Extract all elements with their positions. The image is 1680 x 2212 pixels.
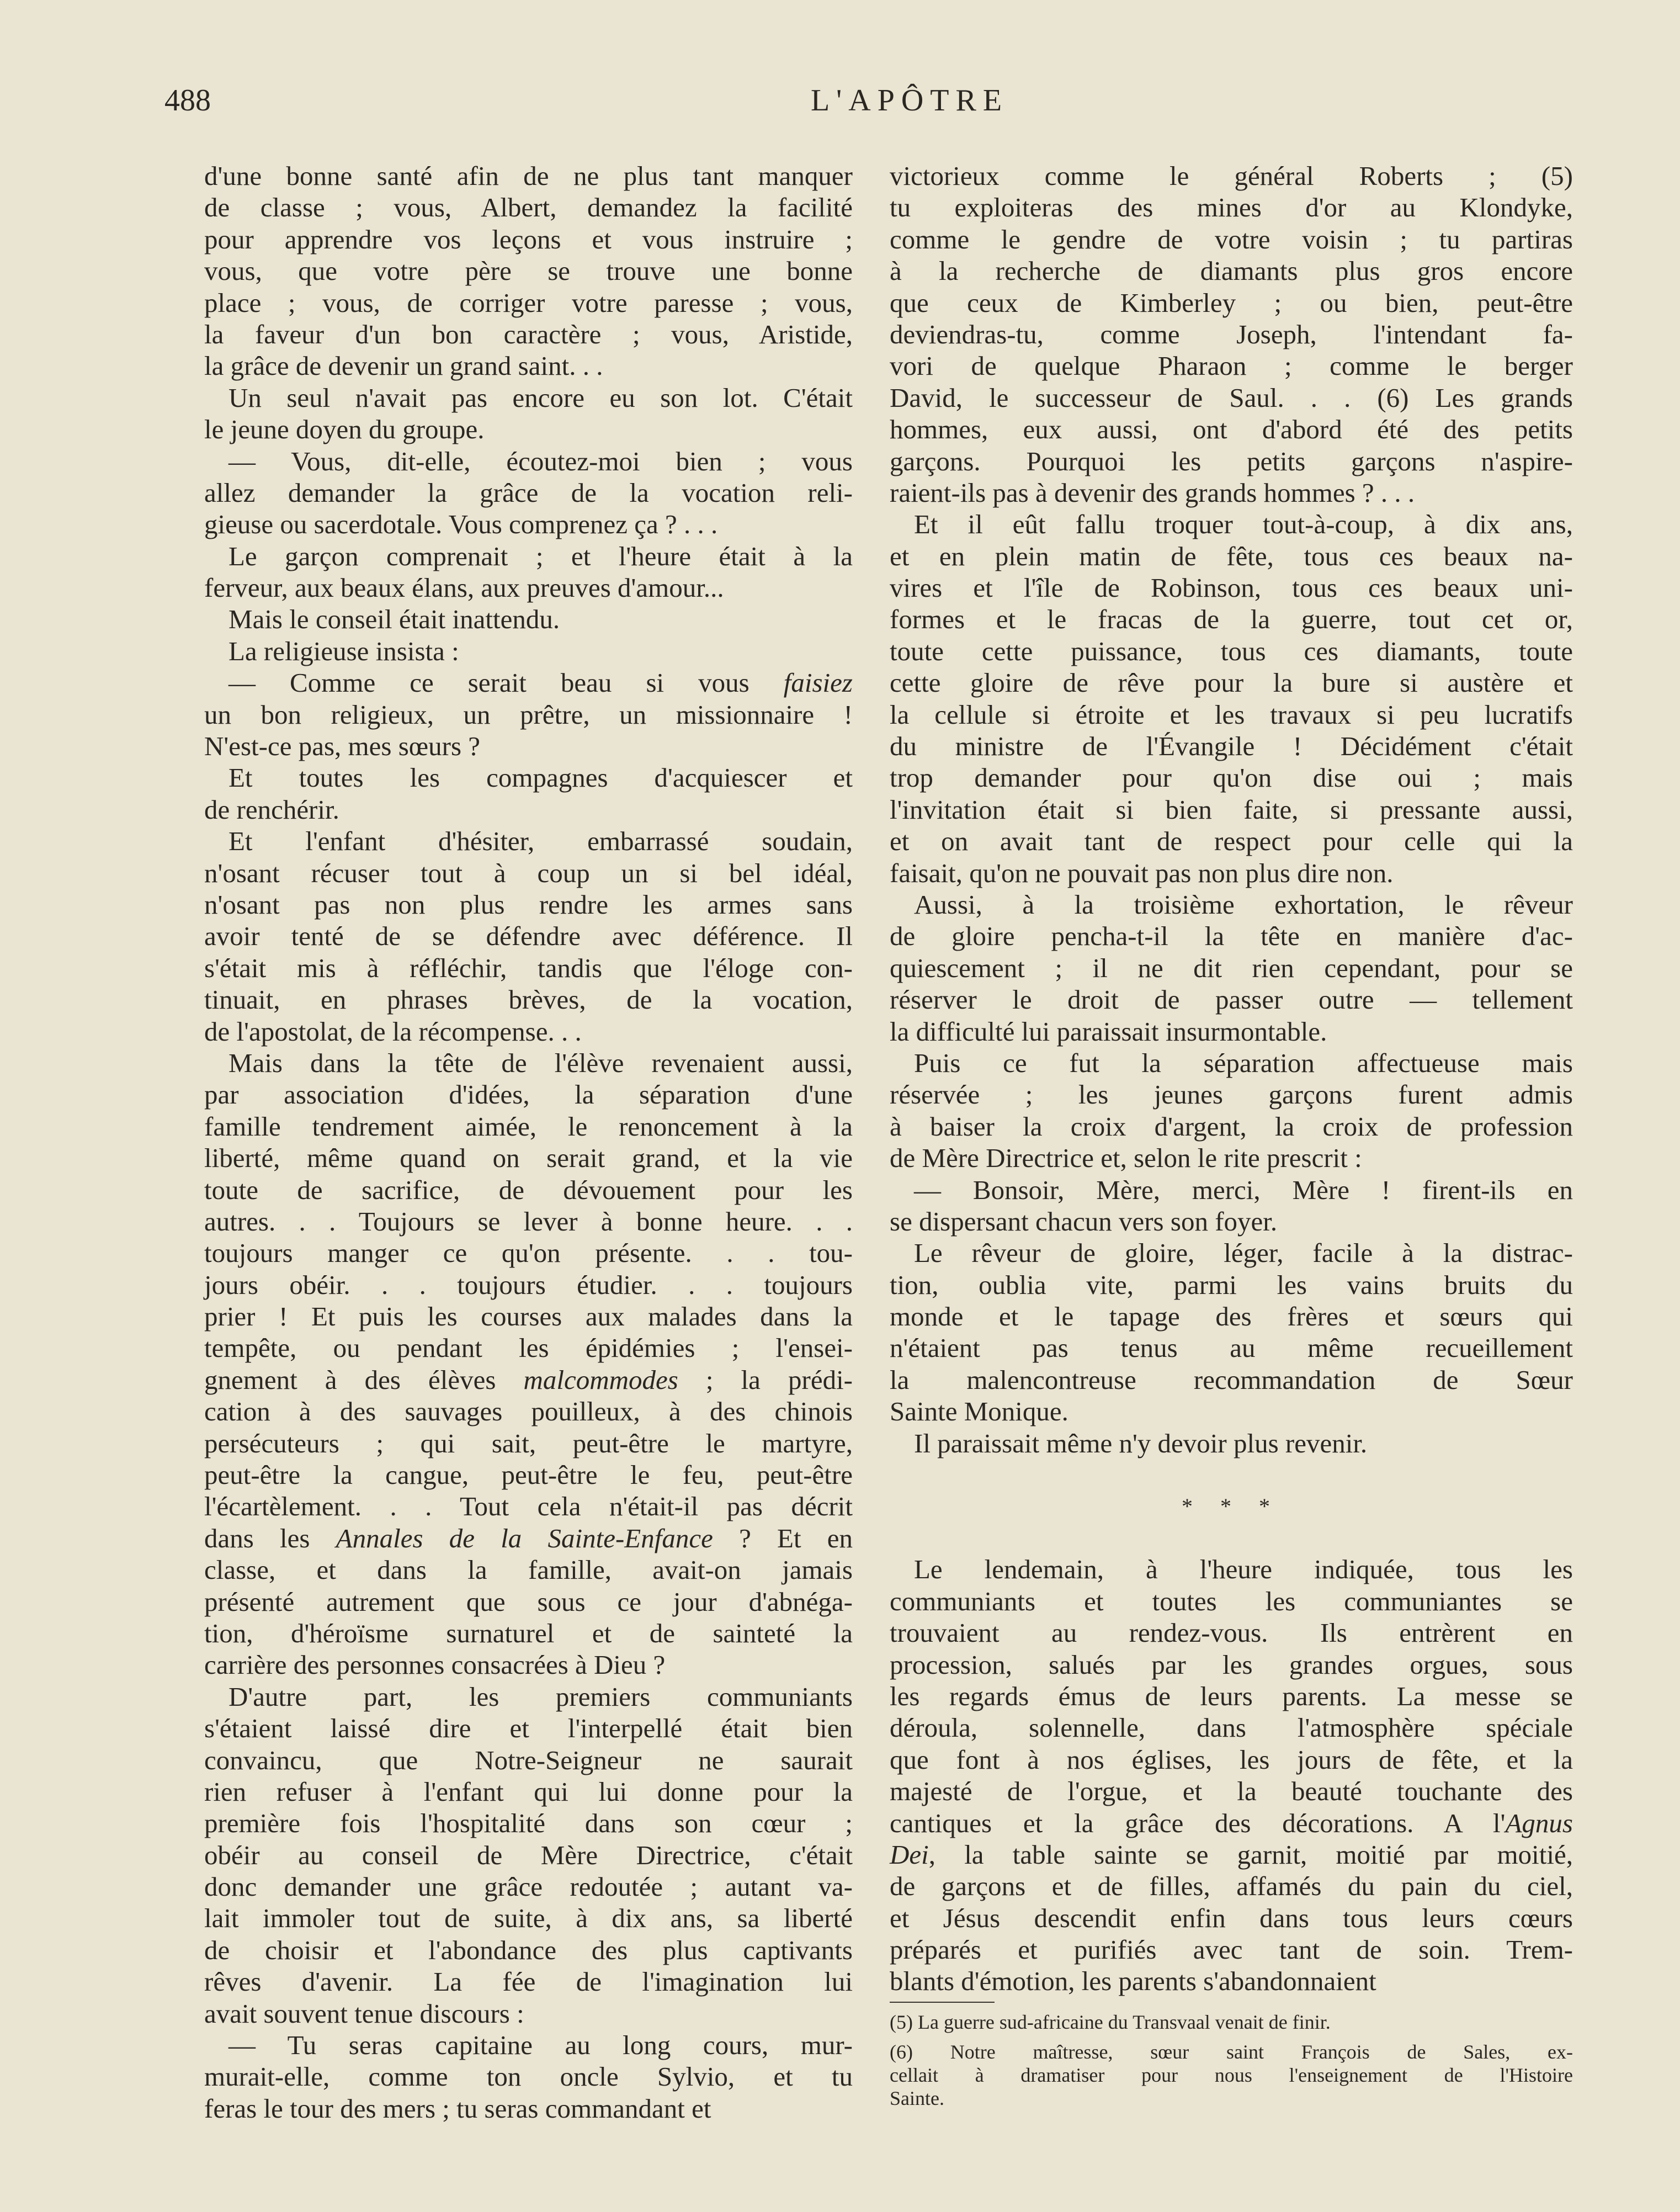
text-line: tion, d'héroïsme surnaturel et de sainteté la <box>204 1617 853 1648</box>
text-line: Sainte. <box>890 2087 944 2109</box>
text-line: préparés et purifiés avec tant de soin. Trem- <box>890 1934 1573 1965</box>
text-line: cellait à dramatiser pour nous l'enseignement de l'Histoire <box>890 2064 1573 2086</box>
right-column-text <box>890 160 1573 1459</box>
text-line: du ministre de l'Évangile ! Décidément c'était <box>890 731 1573 762</box>
text-line: l'écartèlement. . . Tout cela n'était-il pas décrit <box>204 1491 853 1522</box>
left-column <box>204 160 853 2124</box>
text-line: procession, salués par les grandes orgues, sous <box>890 1649 1573 1680</box>
section-break-asterism: * * * <box>1182 1494 1281 1519</box>
right-column-text-continued <box>890 1553 1573 1997</box>
text-line: de renchérir. <box>204 794 339 825</box>
text-line: n'osant pas non plus rendre les armes sans <box>204 889 853 920</box>
paragraph <box>204 382 853 445</box>
paragraph <box>890 508 1573 889</box>
text-line: Et il eût fallu troquer tout-à-coup, à dix ans, <box>914 509 1573 540</box>
text-line: Et toutes les compagnes d'acquiescer et <box>228 762 853 793</box>
text-line: avoir tenté de se défendre avec déférence. Il <box>204 921 853 952</box>
text-line: réservée ; les jeunes garçons furent admis <box>890 1079 1573 1110</box>
text-line: de l'apostolat, de la récompense. . . <box>204 1016 582 1047</box>
text-line: la grâce de devenir un grand saint. . . <box>204 351 603 381</box>
text-line: famille tendrement aimée, le renoncement à la <box>204 1111 853 1142</box>
text-line: vires et l'île de Robinson, tous ces beaux uni- <box>890 572 1573 603</box>
text-line: Un seul n'avait pas encore eu son lot. C'était <box>228 382 853 413</box>
text-line: Puis ce fut la séparation affectueuse mais <box>914 1047 1573 1078</box>
text-line: Le garçon comprenait ; et l'heure était à la <box>228 540 853 571</box>
text-line: hommes, eux aussi, ont d'abord été des petits <box>890 414 1573 445</box>
text-line: toute cette puissance, tous ces diamants, toute <box>890 635 1573 666</box>
text-line: cette gloire de rêve pour la bure si austère et <box>890 667 1573 698</box>
text-line: allez demander la grâce de la vocation reli- <box>204 477 853 508</box>
text-line: de garçons et de filles, affamés du pain du ciel, <box>890 1871 1573 1902</box>
paragraph <box>204 2029 853 2124</box>
paragraph <box>204 762 853 825</box>
text-line: avait souvent tenue discours : <box>204 1998 524 2029</box>
text-line: David, le successeur de Saul. . . (6) Les grands <box>890 382 1573 413</box>
text-line: réserver le droit de passer outre — tellement <box>890 984 1573 1015</box>
text-line: vori de quelque Pharaon ; comme le berger <box>890 351 1573 381</box>
paragraph <box>204 667 853 762</box>
text-line: à baiser la croix d'argent, la croix de profession <box>890 1111 1573 1142</box>
text-line: le jeune doyen du groupe. <box>204 414 485 445</box>
text-line: que font à nos églises, les jours de fête, et la <box>890 1744 1573 1775</box>
text-line: La religieuse insista : <box>228 635 459 666</box>
text-line: Mais le conseil était inattendu. <box>228 604 560 635</box>
paragraph <box>890 1237 1573 1427</box>
text-line: d'une bonne santé afin de ne plus tant manquer <box>204 161 853 191</box>
text-line: liberté, même quand on serait grand, et la vie <box>204 1143 853 1174</box>
paragraph <box>204 603 853 635</box>
paragraph <box>204 1047 853 1681</box>
paragraph <box>890 160 1573 508</box>
text-line: persécuteurs ; qui sait, peut-être le martyre, <box>204 1428 853 1458</box>
text-line: Il paraissait même n'y devoir plus revenir. <box>914 1428 1368 1458</box>
text-line: quiescement ; il ne dit rien cependant, pour se <box>890 952 1573 983</box>
text-line: à la recherche de diamants plus gros encore <box>890 256 1573 287</box>
text-line: (5) La guerre sud-africaine du Transvaal venait de finir. <box>890 2011 1331 2033</box>
text-line: et on avait tant de respect pour celle qui la <box>890 826 1573 857</box>
text-line: trouvaient au rendez-vous. Ils entrèrent en <box>890 1617 1573 1648</box>
text-line: Dei, la table sainte se garnit, moitié par moitié, <box>890 1839 1573 1870</box>
paragraph <box>204 445 853 540</box>
text-line: la faveur d'un bon caractère ; vous, Aristide, <box>204 319 853 349</box>
footnote <box>890 2011 1573 2034</box>
text-line: la malencontreuse recommandation de Sœur <box>890 1364 1573 1395</box>
page-header <box>164 83 1572 127</box>
text-line: n'étaient pas tenus au même recueillement <box>890 1333 1573 1364</box>
text-line: que ceux de Kimberley ; ou bien, peut-être <box>890 287 1573 318</box>
text-line: trop demander pour qu'on dise oui ; mais <box>890 762 1573 793</box>
text-line: gieuse ou sacerdotale. Vous comprenez ça ? . . . <box>204 509 718 540</box>
paragraph <box>890 1553 1573 1997</box>
text-line: et en plein matin de fête, tous ces beaux na- <box>890 540 1573 571</box>
text-line: feras le tour des mers ; tu seras commandant et <box>204 2093 711 2124</box>
paragraph <box>204 825 853 1047</box>
text-line: tu exploiteras des mines d'or au Klondyke, <box>890 192 1573 223</box>
paragraph <box>204 540 853 604</box>
text-line: les regards émus de leurs parents. La messe se <box>890 1680 1573 1711</box>
text-line: pour apprendre vos leçons et vous instruire ; <box>204 224 853 254</box>
text-line: un bon religieux, un prêtre, un missionnaire ! <box>204 699 853 730</box>
right-column <box>890 160 1573 2116</box>
text-line: de gloire pencha-t-il la tête en manière d'ac- <box>890 921 1573 952</box>
paragraph <box>204 1681 853 2029</box>
text-line: de classe ; vous, Albert, demandez la facilité <box>204 192 853 223</box>
footnotes <box>890 2011 1573 2110</box>
text-line: victorieux comme le général Roberts ; (5) <box>890 161 1573 191</box>
text-line: autres. . . Toujours se lever à bonne heure. . . <box>204 1206 853 1237</box>
text-line: (6) Notre maîtresse, sœur saint François de Sales, ex- <box>890 2040 1573 2063</box>
text-line: monde et le tapage des frères et sœurs qui <box>890 1301 1573 1332</box>
text-line: lait immoler tout de suite, à dix ans, sa liberté <box>204 1903 853 1934</box>
text-line: cantiques et la grâce des décorations. A l'Agnus <box>890 1807 1573 1838</box>
text-line: se dispersant chacun vers son foyer. <box>890 1206 1278 1237</box>
text-line: vous, que votre père se trouve une bonne <box>204 256 853 287</box>
text-line: — Vous, dit-elle, écoutez-moi bien ; vous <box>228 445 853 476</box>
text-line: tinuait, en phrases brèves, de la vocation, <box>204 984 853 1015</box>
paragraph <box>204 635 853 667</box>
paragraph <box>890 1428 1573 1459</box>
text-line: carrière des personnes consacrées à Dieu ? <box>204 1649 666 1680</box>
text-line: — Comme ce serait beau si vous faisiez <box>228 667 853 698</box>
text-line: peut-être la cangue, peut-être le feu, peut-être <box>204 1460 853 1490</box>
text-line: majesté de l'orgue, et la beauté touchante des <box>890 1776 1573 1807</box>
text-line: Aussi, à la troisième exhortation, le rêveur <box>914 889 1573 920</box>
text-line: obéir au conseil de Mère Directrice, c'était <box>204 1839 853 1870</box>
text-line: première fois l'hospitalité dans son cœur ; <box>204 1808 853 1839</box>
text-line: — Bonsoir, Mère, merci, Mère ! firent-ils en <box>914 1174 1573 1205</box>
text-line: n'osant récuser tout à coup un si bel idéal, <box>204 857 853 888</box>
text-line: deviendras-tu, comme Joseph, l'intendant fa- <box>890 319 1573 349</box>
footnote <box>890 2040 1573 2110</box>
text-line: Sainte Monique. <box>890 1396 1068 1427</box>
text-line: formes et le fracas de la guerre, tout cet or, <box>890 604 1573 635</box>
text-line: place ; vous, de corriger votre paresse ; vous, <box>204 287 853 318</box>
text-line: prier ! Et puis les courses aux malades dans la <box>204 1301 853 1332</box>
paragraph <box>890 889 1573 1047</box>
text-line: rien refuser à l'enfant qui lui donne pour la <box>204 1776 853 1807</box>
text-line: toute de sacrifice, de dévouement pour les <box>204 1174 853 1205</box>
text-line: classe, et dans la famille, avait-on jamais <box>204 1555 853 1585</box>
text-line: rêves d'avenir. La fée de l'imagination lui <box>204 1966 853 1997</box>
text-line: D'autre part, les premiers communiants <box>228 1681 853 1712</box>
paragraph <box>204 160 853 382</box>
text-line: s'étaient laissé dire et l'interpellé était bien <box>204 1713 853 1744</box>
text-line: tempête, ou pendant les épidémies ; l'ensei- <box>204 1333 853 1364</box>
text-line: faisait, qu'on ne pouvait pas non plus dire non. <box>890 857 1394 888</box>
text-line: présenté autrement que sous ce jour d'abnéga- <box>204 1586 853 1617</box>
text-line: Le lendemain, à l'heure indiquée, tous les <box>914 1554 1573 1585</box>
paragraph <box>890 1047 1573 1174</box>
text-line: de Mère Directrice et, selon le rite prescrit : <box>890 1143 1362 1174</box>
footnote-rule <box>890 2002 995 2003</box>
running-title: L'APÔTRE <box>810 83 1009 118</box>
text-line: donc demander une grâce redoutée ; autant va- <box>204 1871 853 1902</box>
text-line: jours obéir. . . toujours étudier. . . toujours <box>204 1269 853 1300</box>
text-line: communiants et toutes les communiantes se <box>890 1585 1573 1616</box>
text-line: raient-ils pas à devenir des grands hommes ? . . . <box>890 477 1415 508</box>
paragraph <box>890 1174 1573 1238</box>
text-line: gnement à des élèves malcommodes ; la prédi- <box>204 1364 853 1395</box>
text-line: blants d'émotion, les parents s'abandonnaient <box>890 1966 1376 1997</box>
text-line: la difficulté lui paraissait insurmontable. <box>890 1016 1327 1047</box>
text-line: toujours manger ce qu'on présente. . . tou- <box>204 1238 853 1269</box>
text-line: convaincu, que Notre-Seigneur ne saurait <box>204 1744 853 1775</box>
page-number: 488 <box>164 83 211 118</box>
text-line: Mais dans la tête de l'élève revenaient aussi, <box>228 1047 853 1078</box>
text-line: tion, oublia vite, parmi les vains bruits du <box>890 1269 1573 1300</box>
text-line: comme le gendre de votre voisin ; tu partiras <box>890 224 1573 254</box>
text-line: N'est-ce pas, mes sœurs ? <box>204 731 481 762</box>
text-line: et Jésus descendit enfin dans tous leurs cœurs <box>890 1902 1573 1933</box>
text-line: Le rêveur de gloire, léger, facile à la distrac- <box>914 1238 1573 1269</box>
text-line: — Tu seras capitaine au long cours, mur- <box>228 2030 853 2061</box>
text-line: la cellule si étroite et les travaux si peu lucratifs <box>890 699 1573 730</box>
text-line: par association d'idées, la séparation d'une <box>204 1079 853 1110</box>
text-line: l'invitation était si bien faite, si pressante aussi, <box>890 794 1573 825</box>
text-line: déroula, solennelle, dans l'atmosphère spéciale <box>890 1712 1573 1743</box>
text-line: murait-elle, comme ton oncle Sylvio, et tu <box>204 2061 853 2092</box>
text-line: ferveur, aux beaux élans, aux preuves d'amour... <box>204 572 724 603</box>
text-line: de choisir et l'abondance des plus captivants <box>204 1934 853 1965</box>
text-line: Et l'enfant d'hésiter, embarrassé soudain, <box>228 826 853 857</box>
text-line: s'était mis à réfléchir, tandis que l'éloge con- <box>204 952 853 983</box>
text-line: dans les Annales de la Sainte-Enfance ? Et en <box>204 1523 853 1553</box>
text-line: cation à des sauvages pouilleux, à des chinois <box>204 1396 853 1427</box>
text-line: garçons. Pourquoi les petits garçons n'aspire- <box>890 445 1573 476</box>
